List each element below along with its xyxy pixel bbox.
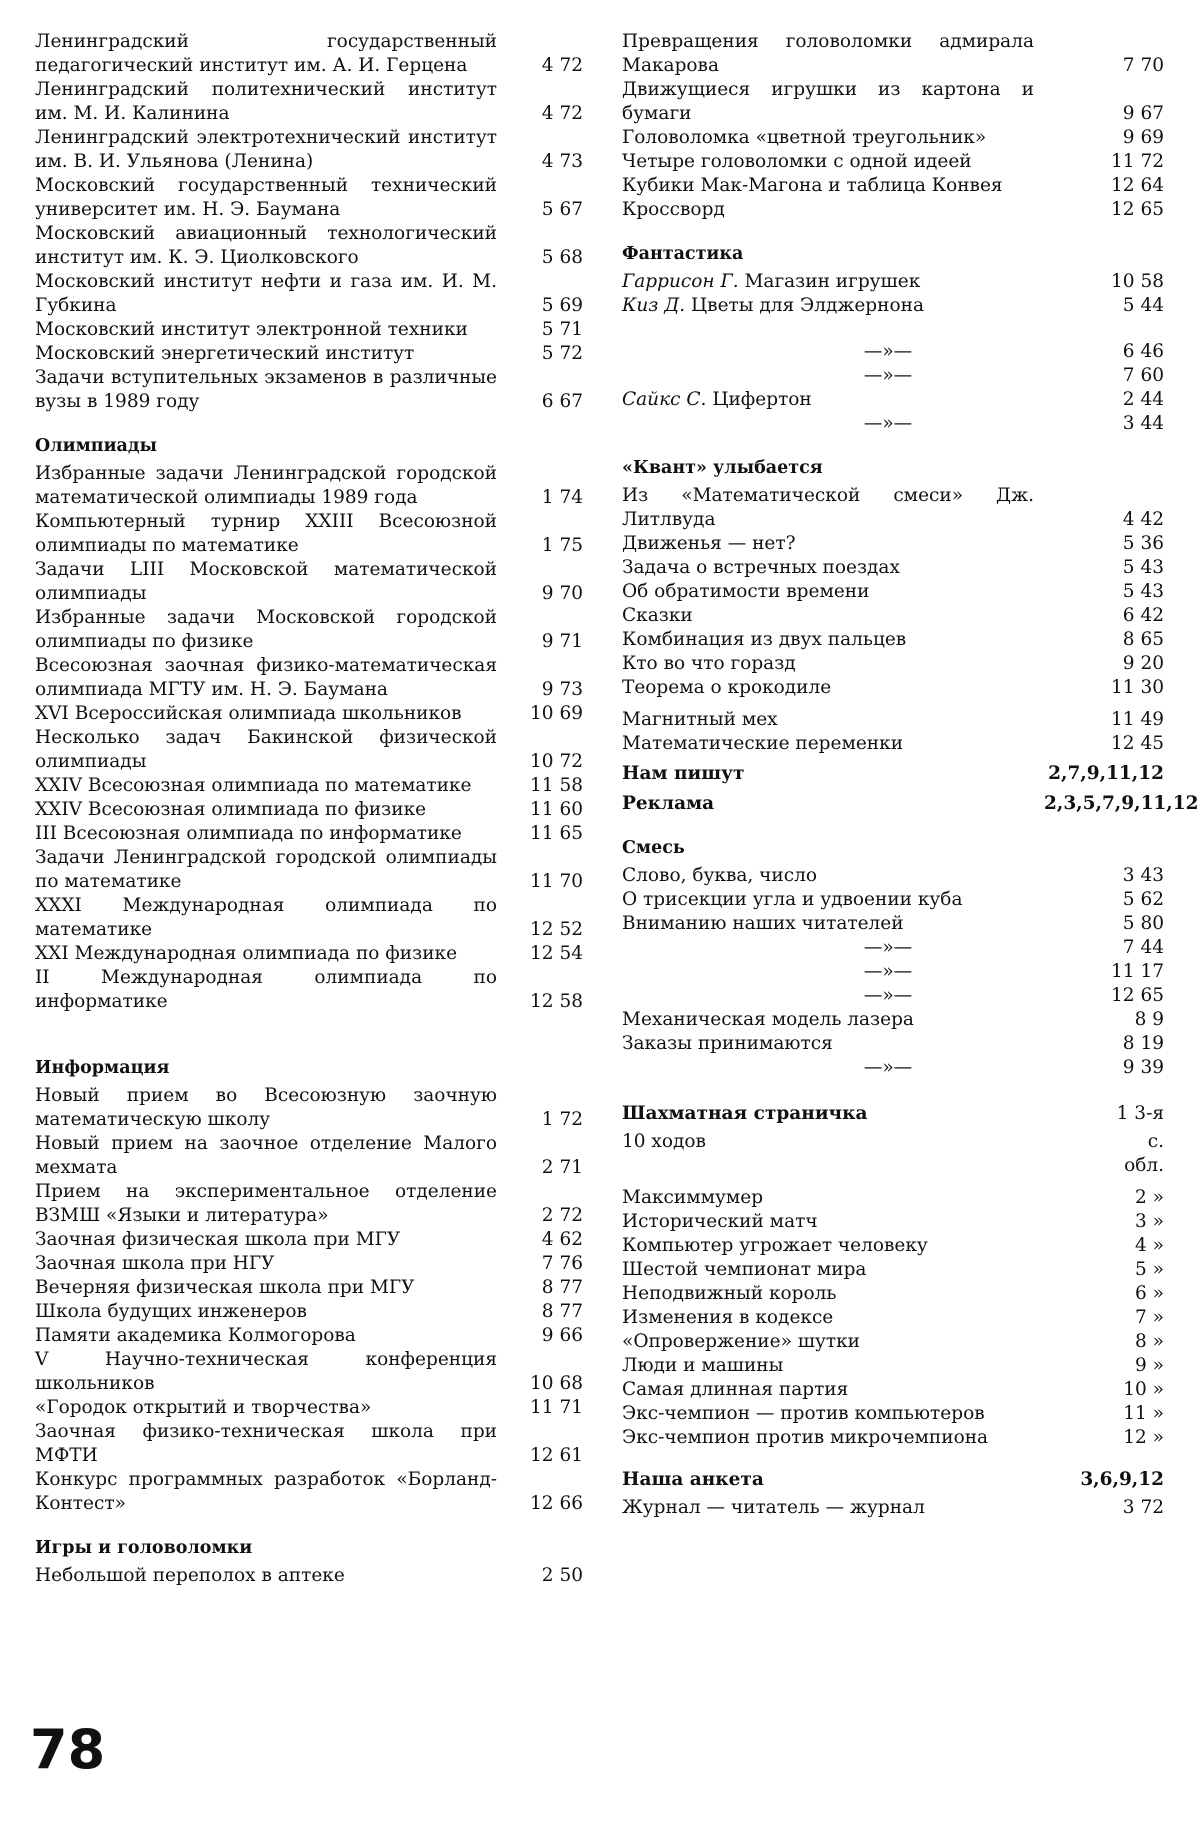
entry-title: II Международная олимпиада по информатике [35, 967, 497, 1012]
entry-title: V Научно-техническая конференция школьников [35, 1349, 497, 1394]
left-column [35, 30, 583, 1588]
index-entry [622, 126, 1164, 150]
entry-ref: 10 68 [530, 1373, 583, 1394]
entry-title: Люди и машины [622, 1355, 784, 1376]
index-entry [622, 960, 1164, 984]
ads-title: Реклама [622, 793, 715, 814]
index-entry [35, 942, 583, 966]
entry-ref: 2 71 [541, 1157, 583, 1178]
entry-ref: 7 » [1135, 1307, 1164, 1328]
index-entry [35, 1228, 583, 1252]
entry-ref: 5 68 [541, 247, 583, 268]
entry-title: Заочная физико-техническая школа при МФТИ [35, 1421, 497, 1466]
entry-title: Московский авиационный технологический институт им. К. Э. Циолковского [35, 223, 497, 268]
index-entry [622, 556, 1164, 580]
index-entry [35, 462, 583, 510]
chess-first-ref-line1: с. [1147, 1131, 1164, 1152]
index-entry [35, 846, 583, 894]
index-entry [622, 1330, 1164, 1354]
entry-ref: 5 69 [541, 295, 583, 316]
kvant-heading: «Квант» улыбается [622, 458, 823, 478]
ditto-mark: —»— [863, 961, 913, 982]
entry-ref: 5 62 [1122, 889, 1164, 910]
index-entry [622, 676, 1164, 700]
index-entry [35, 822, 583, 846]
entry-title: Прием на экспериментальное отделение ВЗМШ «Языки и литература» [35, 1181, 497, 1226]
entry-work: Цифертон [712, 389, 812, 410]
entry-title [622, 294, 1044, 318]
ditto-mark: —»— [863, 413, 913, 434]
vuz-list [35, 30, 583, 414]
entry-title: Превращения головоломки адмирала Макарова [622, 31, 1034, 76]
entry-ref: 10 58 [1111, 271, 1164, 292]
index-entry [35, 1084, 583, 1132]
index-entry [622, 294, 1164, 318]
index-entry [35, 126, 583, 174]
index-entry [622, 936, 1164, 960]
page-number: 78 [30, 1718, 106, 1781]
entry-ref: 6 67 [541, 391, 583, 412]
entry-title: XXXI Международная олимпиада по математике [35, 895, 497, 940]
ditto-mark: —»— [863, 937, 913, 958]
entry-title: Ленинградский электротехнический институт им. В. И. Ульянова (Ленина) [35, 127, 497, 172]
entry-title: Максиммумер [622, 1187, 764, 1208]
entry-ref: 12 64 [1111, 175, 1164, 196]
entry-ref: 4 » [1135, 1235, 1164, 1256]
kvant-list-2 [622, 708, 1164, 756]
index-entry [622, 912, 1164, 936]
entry-ref: 11 65 [530, 823, 583, 844]
entry-title [622, 270, 1044, 294]
mix-list [622, 864, 1164, 936]
entry-title: Вниманию наших читателей [622, 913, 904, 934]
entry-ref: 12 45 [1111, 733, 1164, 754]
index-entry [622, 30, 1164, 78]
index-entry [622, 580, 1164, 604]
survey-list [622, 1496, 1164, 1520]
index-entry [35, 894, 583, 942]
index-entry [35, 1300, 583, 1324]
index-entry [622, 1056, 1164, 1080]
index-entry [35, 174, 583, 222]
chess-first-entry [622, 1130, 1164, 1178]
survey-heading: Наша анкета [622, 1469, 764, 1490]
ads-row [622, 792, 1199, 816]
entry-title: Всесоюзная заочная физико-математическая олимпиада МГТУ им. Н. Э. Баумана [35, 655, 497, 700]
entry-author: Сайкс С. [622, 389, 707, 410]
entry-title: Комбинация из двух пальцев [622, 629, 907, 650]
entry-ref: 12 65 [1111, 985, 1164, 1006]
index-entry [622, 270, 1164, 294]
letters-row [622, 762, 1164, 786]
entry-title: Теорема о крокодиле [622, 677, 832, 698]
index-entry [622, 984, 1164, 1008]
entry-ref: 11 70 [530, 871, 583, 892]
entry-ref: 9 71 [541, 631, 583, 652]
index-entry [622, 1306, 1164, 1330]
entry-title: Новый прием во Всесоюзную заочную математическую школу [35, 1085, 497, 1130]
index-entry [622, 388, 1164, 412]
entry-title: Сказки [622, 605, 693, 626]
entry-title: Движенья — нет? [622, 533, 796, 554]
ditto-mark: —»— [863, 985, 913, 1006]
index-entry [622, 484, 1164, 532]
entry-title: Московский институт электронной техники [35, 319, 468, 340]
entry-ref: 3 43 [1122, 865, 1164, 886]
entry-ref: 6 42 [1122, 605, 1164, 626]
entry-title: Заочная школа при НГУ [35, 1253, 275, 1274]
entry-ref: 8 77 [541, 1301, 583, 1322]
entry-ref: 8 » [1135, 1331, 1164, 1352]
entry-ref: 7 60 [1122, 365, 1164, 386]
index-entry [35, 654, 583, 702]
entry-ref: 3 72 [1122, 1497, 1164, 1518]
entry-title: III Всесоюзная олимпиада по информатике [35, 823, 462, 844]
index-entry [622, 1354, 1164, 1378]
index-entry [622, 1402, 1164, 1426]
entry-ref: 5 67 [541, 199, 583, 220]
entry-title: Самая длинная партия [622, 1379, 849, 1400]
index-entry [622, 150, 1164, 174]
right-column [622, 30, 1199, 1520]
information-list [35, 1084, 583, 1516]
entry-title: Избранные задачи Ленинградской городской математической олимпиады 1989 года [35, 463, 497, 508]
index-entry [622, 628, 1164, 652]
index-entry [35, 270, 583, 318]
survey-heading-row [622, 1468, 1164, 1492]
survey-heading-ref: 3,6,9,12 [1080, 1469, 1164, 1490]
entry-ref: 1 74 [541, 487, 583, 508]
entry-ref: 7 70 [1122, 55, 1164, 76]
entry-title: Вечерняя физическая школа при МГУ [35, 1277, 415, 1298]
entry-ref: 2 » [1135, 1187, 1164, 1208]
index-entry [35, 1348, 583, 1396]
index-entry [622, 412, 1164, 436]
entry-ref: 4 42 [1122, 509, 1164, 530]
ditto-mark: —»— [863, 341, 913, 362]
index-entry [622, 1378, 1164, 1402]
entry-title: Журнал — читатель — журнал [622, 1497, 925, 1518]
entry-title: Изменения в кодексе [622, 1307, 834, 1328]
index-entry [35, 1396, 583, 1420]
entry-ref: 4 72 [541, 55, 583, 76]
entry-ref: 7 44 [1122, 937, 1164, 958]
entry-title: Четыре головоломки с одной идеей [622, 151, 972, 172]
entry-ref: 9 » [1135, 1355, 1164, 1376]
entry-title: Экс-чемпион против микрочемпиона [622, 1427, 989, 1448]
index-entry [622, 1008, 1164, 1032]
entry-ref: 5 71 [541, 319, 583, 340]
ditto-mark: —»— [863, 1057, 913, 1078]
entry-title: XXIV Всесоюзная олимпиада по математике [35, 775, 472, 796]
entry-ref: 8 77 [541, 1277, 583, 1298]
entry-ref: 8 19 [1122, 1033, 1164, 1054]
entry-title: Математические переменки [622, 733, 904, 754]
entry-ref: 6 46 [1122, 341, 1164, 362]
entry-author: Киз Д. [622, 295, 686, 316]
entry-title: Исторический матч [622, 1211, 818, 1232]
entry-title: «Городок открытий и творчества» [35, 1397, 372, 1418]
entry-title: Несколько задач Бакинской физической олимпиады [35, 727, 497, 772]
entry-ref: 4 73 [541, 151, 583, 172]
entry-ref: 5 36 [1122, 533, 1164, 554]
entry-ref: 1 75 [541, 535, 583, 556]
index-entry [35, 1276, 583, 1300]
index-entry [35, 1252, 583, 1276]
entry-ref: 3 » [1135, 1211, 1164, 1232]
letters-ref: 2,7,9,11,12 [1048, 763, 1164, 784]
olympiads-list [35, 462, 583, 1014]
index-entry [35, 222, 583, 270]
entry-ref: 11 49 [1111, 709, 1164, 730]
games-heading: Игры и головоломки [35, 1538, 253, 1558]
entry-ref: 8 9 [1134, 1009, 1164, 1030]
index-entry [35, 798, 583, 822]
entry-ref: 2 50 [541, 1565, 583, 1586]
entry-ref: 11 60 [530, 799, 583, 820]
entry-title: Задача о встречных поездах [622, 557, 900, 578]
entry-work: Магазин игрушек [744, 271, 921, 292]
entry-title: Новый прием на заочное отделение Малого мехмата [35, 1133, 497, 1178]
index-entry [622, 1282, 1164, 1306]
entry-title [622, 388, 1044, 412]
fantasy-heading: Фантастика [622, 244, 744, 264]
entry-title: Конкурс программных разработок «Борланд-Контест» [35, 1469, 497, 1514]
entry-title: XXI Международная олимпиада по физике [35, 943, 458, 964]
chess-first-title: 10 ходов [622, 1131, 706, 1152]
entry-ref: 5 » [1135, 1259, 1164, 1280]
entry-ref: 9 73 [541, 679, 583, 700]
entry-ref: 9 70 [541, 583, 583, 604]
entry-ref: 11 72 [1111, 151, 1164, 172]
entry-title: Московский энергетический институт [35, 343, 415, 364]
entry-title: Небольшой переполох в аптеке [35, 1565, 345, 1586]
index-entry [35, 966, 583, 1014]
entry-title: Ленинградский политехнический институт им. М. И. Калинина [35, 79, 497, 124]
index-entry [35, 558, 583, 606]
index-entry [35, 1180, 583, 1228]
entry-ref: 11 » [1123, 1403, 1164, 1424]
kvant-list [622, 484, 1164, 700]
entry-ref: 12 52 [530, 919, 583, 940]
entry-ref: 9 39 [1122, 1057, 1164, 1078]
entry-title: Из «Математической смеси» Дж. Литлвуда [622, 485, 1034, 530]
index-entry [622, 888, 1164, 912]
entry-title: Слово, буква, число [622, 865, 817, 886]
ads-ref: 2,3,5,7,9,11,12 [1044, 793, 1199, 814]
chess-heading-row [622, 1102, 1164, 1126]
entry-ref: 4 62 [541, 1229, 583, 1250]
entry-ref: 5 43 [1122, 557, 1164, 578]
information-heading: Информация [35, 1058, 170, 1078]
index-entry [35, 1132, 583, 1180]
index-entry [35, 702, 583, 726]
entry-ref: 11 30 [1111, 677, 1164, 698]
index-entry [622, 1496, 1164, 1520]
mix-list-2 [622, 1008, 1164, 1056]
entry-title: XXIV Всесоюзная олимпиада по физике [35, 799, 427, 820]
games-cont-list [622, 30, 1164, 222]
entry-title: Компьютер угрожает человеку [622, 1235, 928, 1256]
entry-ref: 3 44 [1122, 413, 1164, 434]
entry-title: Магнитный мех [622, 709, 778, 730]
entry-ref: 9 20 [1122, 653, 1164, 674]
entry-title: Задачи вступительных экзаменов в различные вузы в 1989 году [35, 367, 497, 412]
entry-title: Школа будущих инженеров [35, 1301, 307, 1322]
entry-title: Московский институт нефти и газа им. И. М. Губкина [35, 271, 497, 316]
entry-title: Неподвижный король [622, 1283, 837, 1304]
chess-first-ref [1044, 1130, 1164, 1178]
mix-heading: Смесь [622, 838, 685, 858]
index-entry [622, 1258, 1164, 1282]
index-entry [622, 732, 1164, 756]
index-entry [622, 1234, 1164, 1258]
entry-ref: 9 66 [541, 1325, 583, 1346]
entry-title: Шестой чемпионат мира [622, 1259, 867, 1280]
entry-title: Ленинградский государственный педагогический институт им. А. И. Герцена [35, 31, 497, 76]
entry-title: Компьютерный турнир XXIII Всесоюзной олимпиады по математике [35, 511, 497, 556]
index-entry [35, 510, 583, 558]
entry-ref: 7 76 [541, 1253, 583, 1274]
index-entry [35, 1564, 583, 1588]
index-entry [622, 174, 1164, 198]
index-entry [622, 1426, 1164, 1450]
entry-title: Головоломка «цветной треугольник» [622, 127, 987, 148]
index-entry [35, 606, 583, 654]
entry-title: Кубики Мак-Магона и таблица Конвея [622, 175, 1003, 196]
entry-ref: 12 61 [530, 1445, 583, 1466]
index-entry [622, 532, 1164, 556]
index-entry [35, 318, 583, 342]
letters-title: Нам пишут [622, 763, 745, 784]
entry-ref: 5 43 [1122, 581, 1164, 602]
entry-title: Кроссворд [622, 199, 725, 220]
index-entry [35, 1420, 583, 1468]
entry-ref: 10 72 [530, 751, 583, 772]
index-entry [622, 198, 1164, 222]
entry-title: Московский государственный технический университет им. Н. Э. Баумана [35, 175, 497, 220]
entry-ref: 11 17 [1111, 961, 1164, 982]
mix-ditto-list [622, 936, 1164, 1008]
index-entry [622, 1186, 1164, 1210]
index-entry [622, 864, 1164, 888]
index-entry [35, 1324, 583, 1348]
entry-title: О трисекции угла и удвоении куба [622, 889, 963, 910]
entry-ref: 9 67 [1122, 103, 1164, 124]
entry-author: Гаррисон Г. [622, 271, 739, 292]
entry-title: Памяти академика Колмогорова [35, 1325, 356, 1346]
entry-ref: 12 66 [530, 1493, 583, 1514]
entry-title: Экс-чемпион — против компьютеров [622, 1403, 985, 1424]
index-entry [35, 78, 583, 126]
entry-ref: 6 » [1135, 1283, 1164, 1304]
index-entry [622, 364, 1164, 388]
index-entry [622, 652, 1164, 676]
entry-ref: 12 58 [530, 991, 583, 1012]
index-entry [35, 366, 583, 414]
entry-ref: 10 » [1123, 1379, 1164, 1400]
entry-title: Заказы принимаются [622, 1033, 833, 1054]
entry-title: Об обратимости времени [622, 581, 870, 602]
entry-ref: 2 72 [541, 1205, 583, 1226]
entry-ref: 5 44 [1122, 295, 1164, 316]
entry-title: Движущиеся игрушки из картона и бумаги [622, 79, 1034, 124]
index-entry [35, 30, 583, 78]
index-entry [35, 726, 583, 774]
entry-title: Кто во что горазд [622, 653, 796, 674]
entry-title: Заочная физическая школа при МГУ [35, 1229, 401, 1250]
entry-title: Задачи LIII Московской математической олимпиады [35, 559, 497, 604]
fantasy-ditto-list [622, 340, 1164, 388]
entry-ref: 12 54 [530, 943, 583, 964]
entry-ref: 2 44 [1122, 389, 1164, 410]
chess-first-ref-line2: обл. [1124, 1155, 1164, 1176]
entry-ref: 1 72 [541, 1109, 583, 1130]
index-entry [35, 774, 583, 798]
entry-title: XVI Всероссийская олимпиада школьников [35, 703, 462, 724]
entry-ref: 5 72 [541, 343, 583, 364]
chess-list [622, 1186, 1164, 1450]
index-entry [35, 342, 583, 366]
index-entry [35, 1468, 583, 1516]
index-entry [622, 604, 1164, 628]
entry-ref: 12 » [1123, 1427, 1164, 1448]
ditto-mark: —»— [863, 365, 913, 386]
games-list [35, 1564, 583, 1588]
entry-ref: 8 65 [1122, 629, 1164, 650]
entry-work: Цветы для Элджернона [691, 295, 924, 316]
fantasy-list [622, 270, 1164, 318]
fantasy-list-2 [622, 388, 1164, 412]
entry-ref: 4 72 [541, 103, 583, 124]
mix-ditto-list-2 [622, 1056, 1164, 1080]
entry-ref: 12 65 [1111, 199, 1164, 220]
entry-ref: 10 69 [530, 703, 583, 724]
fantasy-ditto-list-2 [622, 412, 1164, 436]
entry-title: Механическая модель лазера [622, 1009, 914, 1030]
entry-ref: 11 58 [530, 775, 583, 796]
entry-ref: 9 69 [1122, 127, 1164, 148]
index-entry [622, 78, 1164, 126]
entry-ref: 11 71 [530, 1397, 583, 1418]
entry-title: Задачи Ленинградской городской олимпиады по математике [35, 847, 497, 892]
olympiads-heading: Олимпиады [35, 436, 158, 456]
index-entry [622, 340, 1164, 364]
index-entry [622, 1032, 1164, 1056]
index-entry [622, 708, 1164, 732]
entry-title: Избранные задачи Московской городской олимпиады по физике [35, 607, 497, 652]
entry-title: «Опровержение» шутки [622, 1331, 860, 1352]
entry-ref: 5 80 [1122, 913, 1164, 934]
index-entry [622, 1210, 1164, 1234]
chess-heading-ref: 1 3-я [1116, 1103, 1164, 1124]
chess-heading: Шахматная страничка [622, 1103, 868, 1124]
